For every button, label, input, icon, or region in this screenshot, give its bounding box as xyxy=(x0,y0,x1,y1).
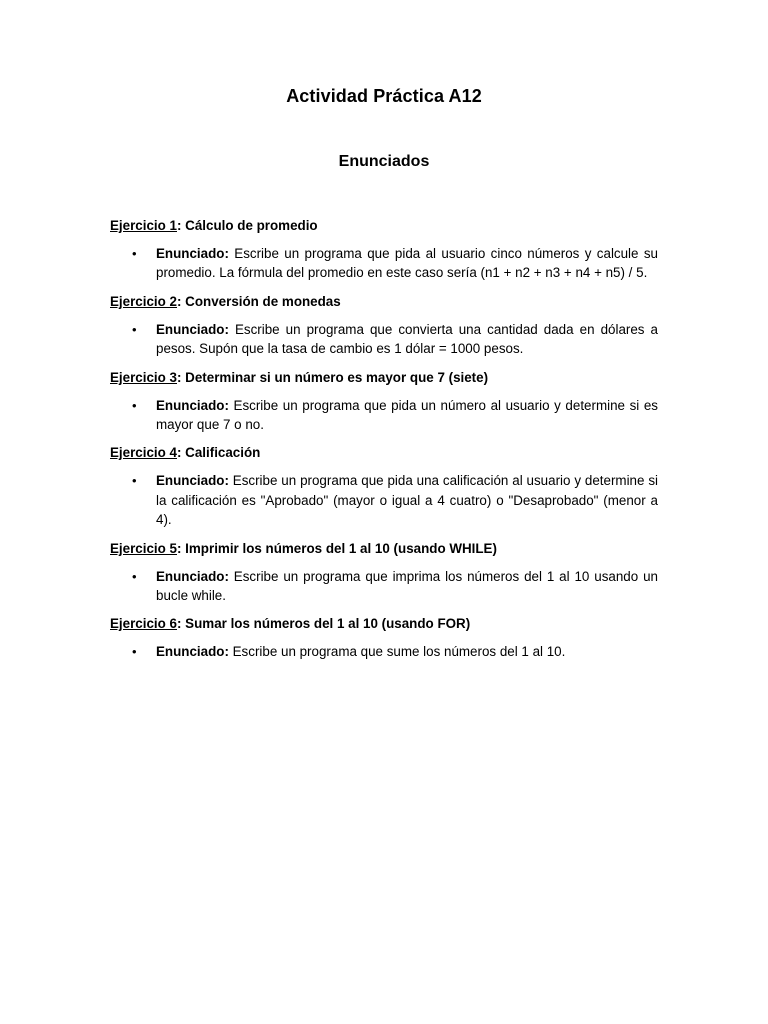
exercise-title: : Conversión de monedas xyxy=(177,293,341,309)
statement-text: Escribe un programa que imprima los números del 1 al 10 usando un bucle while. xyxy=(156,568,658,604)
exercise-statement xyxy=(110,642,658,661)
document-title: Actividad Práctica A12 xyxy=(286,86,482,106)
exercise-link[interactable]: Ejercicio 1 xyxy=(110,218,177,233)
document-subtitle: Enunciados xyxy=(338,153,430,170)
exercise-6 xyxy=(110,614,658,661)
exercise-title: : Sumar los números del 1 al 10 (usando FOR) xyxy=(177,616,471,632)
statement-label: Enunciado: xyxy=(156,321,229,337)
statement-text: Escribe un programa que pida un número al usuario y determine si es mayor que 7 o no. xyxy=(156,397,658,433)
statement-label: Enunciado: xyxy=(156,473,229,489)
exercise-link[interactable]: Ejercicio 5 xyxy=(110,540,177,556)
exercise-list xyxy=(110,216,658,671)
exercise-heading xyxy=(110,539,658,558)
exercise-statement xyxy=(110,396,658,435)
exercise-link[interactable]: Ejercicio 4 xyxy=(110,445,177,461)
statement-text: Escribe un programa que pida al usuario cinco números y calcule su promedio. La fórmula del promedio en este caso sería (n1 + n2 + n3 + n4 + n5) / 5. xyxy=(156,246,658,281)
statement-text: Escribe un programa que convierta una cantidad dada en dólares a pesos. Supón que la tasa de cambio es 1 dólar = 1000 pesos. xyxy=(156,321,658,357)
exercise-statement xyxy=(110,567,658,606)
exercise-title: : Calificación xyxy=(177,445,261,461)
exercise-3 xyxy=(110,368,658,435)
exercise-heading xyxy=(110,368,658,387)
statement-label: Enunciado: xyxy=(156,397,229,413)
exercise-statement xyxy=(110,471,658,529)
exercise-5 xyxy=(110,539,658,606)
exercise-title: : Determinar si un número es mayor que 7 (siete) xyxy=(177,369,489,385)
exercise-heading xyxy=(110,443,658,462)
exercise-link[interactable]: Ejercicio 6 xyxy=(110,616,177,632)
exercise-1 xyxy=(110,216,658,283)
exercise-heading xyxy=(110,292,658,311)
exercise-heading xyxy=(110,614,658,633)
exercise-title: : Imprimir los números del 1 al 10 (usando WHILE) xyxy=(177,540,497,556)
exercise-link[interactable]: Ejercicio 3 xyxy=(110,369,177,385)
statement-label: Enunciado: xyxy=(156,568,229,584)
statement-label: Enunciado: xyxy=(156,246,229,261)
statement-label: Enunciado: xyxy=(156,644,229,660)
exercise-statement xyxy=(110,320,658,359)
exercise-title: : Cálculo de promedio xyxy=(177,218,318,233)
bullet-icon: • xyxy=(132,568,137,584)
bullet-icon: • xyxy=(132,397,137,413)
bullet-icon: • xyxy=(132,473,137,489)
statement-text: Escribe un programa que pida una calificación al usuario y determine si la calificación es "Aprobado" (mayor o igual a 4 cuatro) o "Desaprobado" (menor a 4). xyxy=(156,473,658,528)
bullet-icon: • xyxy=(132,246,137,261)
exercise-heading xyxy=(110,216,658,235)
exercise-link[interactable]: Ejercicio 2 xyxy=(110,293,177,309)
exercise-statement xyxy=(110,244,658,283)
bullet-icon: • xyxy=(132,644,137,660)
exercise-4 xyxy=(110,443,658,529)
exercise-2 xyxy=(110,292,658,359)
statement-text: Escribe un programa que sume los números del 1 al 10. xyxy=(228,644,566,660)
bullet-icon: • xyxy=(132,321,137,337)
